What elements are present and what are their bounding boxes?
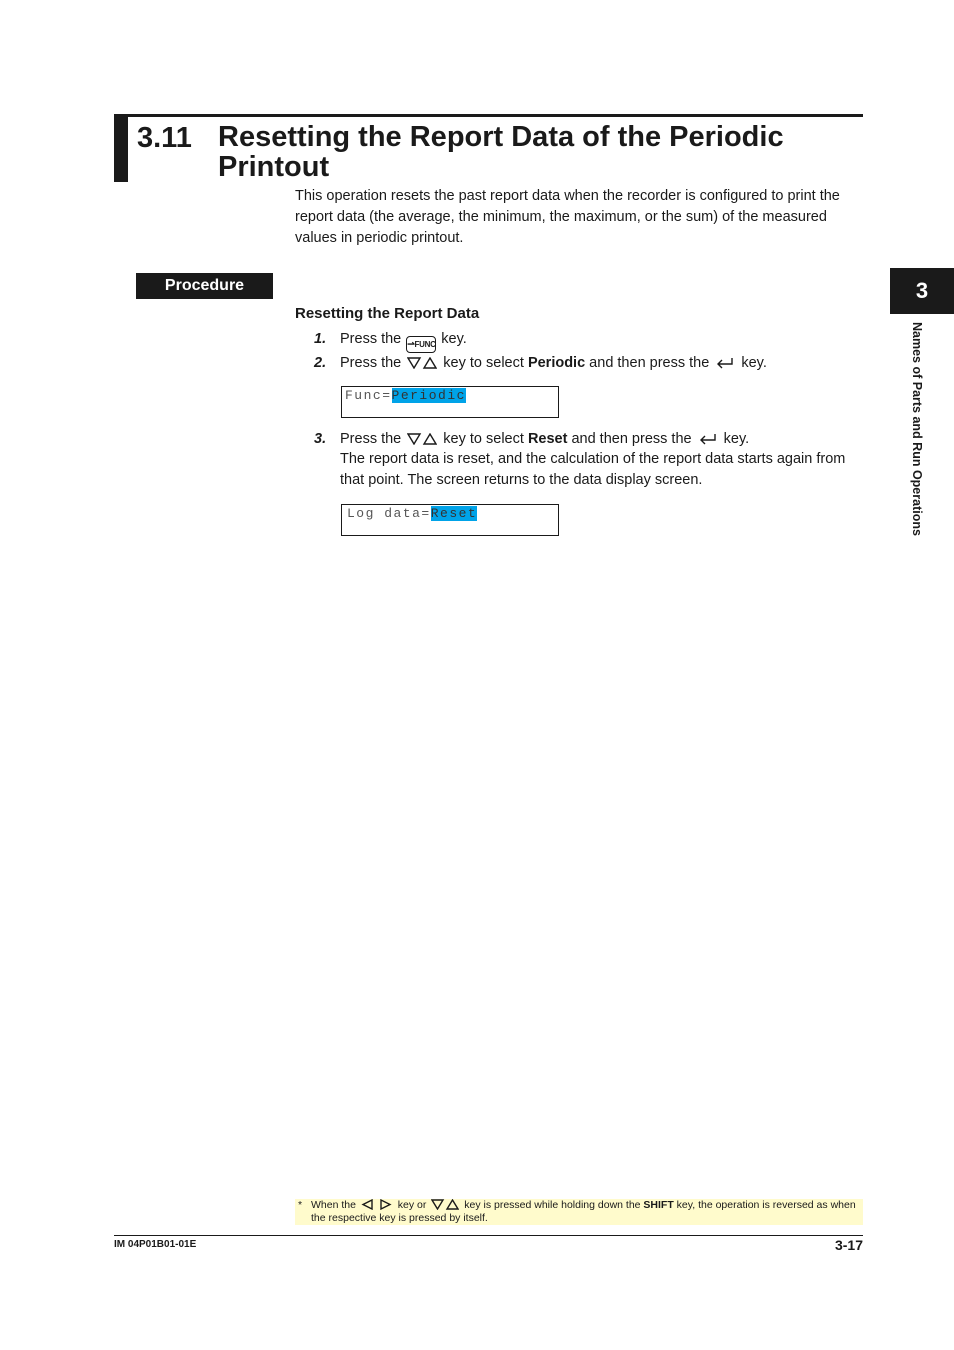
step-text-segment: and then press the [585,355,714,371]
footnote-segment: key is pressed while holding down the [461,1199,644,1211]
heading-rule [114,114,863,117]
step-text-segment: key to select [439,355,528,371]
func-key-label: FUNC [414,340,436,349]
step-text-segment: key to select [439,431,528,447]
step-number: 3. [314,431,327,447]
step-1-text [340,329,467,353]
intro-paragraph: This operation resets the past report data when the recorder is configured to print the report data (the average, the minimum, the maximum, or the sum) of the measured values in periodic printout. [295,188,840,246]
footnote-segment: key, the operation is reversed as when the respective key is pressed by itself. [311,1199,856,1224]
heading-bar [114,114,128,182]
step-number: 1. [314,331,327,347]
lcd-selected-value: Periodic [391,388,466,403]
step-text-segment: key. [719,431,750,447]
down-up-arrow-keys-icon [431,1199,459,1210]
lcd-prefix: Log data= [347,506,431,521]
procedure-label: Procedure [136,273,273,299]
func-key-icon: ⇀FUNC [406,336,436,353]
step-2-text [340,353,767,373]
step-text-segment: key. [737,355,767,371]
down-up-arrow-keys-icon [407,357,437,369]
page-number: 3-17 [834,1237,863,1253]
section-title: Resetting the Report Data of the Periodic Printout [218,121,784,183]
footnote-segment: key or [394,1199,430,1211]
step-bold-term: Periodic [527,355,586,371]
chapter-tab: 3 [890,268,954,314]
step-text-segment: key. [437,331,467,347]
footnote-bold-term: SHIFT [643,1199,674,1211]
step-3-text [340,429,749,449]
document-id: IM 04P01B01-01E [114,1239,197,1250]
footnote [295,1199,863,1225]
footnote-segment: When the [311,1199,359,1211]
footer-rule [114,1235,863,1236]
footnote-marker: * [298,1199,303,1211]
left-right-arrow-keys-icon [361,1199,393,1210]
enter-key-icon [698,433,718,445]
step-text-segment: and then press the [567,431,696,447]
section-number: 3.11 [137,122,192,154]
step-text-segment: Press the [340,431,406,447]
step-text-segment: Press the [340,331,406,347]
step-number: 2. [314,355,327,371]
lcd-prefix: Func= [345,388,392,403]
enter-key-icon [715,357,735,369]
chapter-side-label: Names of Parts and Run Operations [910,322,924,536]
step-text-segment: Press the [340,355,406,371]
lcd-selected-value: Reset [430,506,478,521]
down-up-arrow-keys-icon [407,433,437,445]
step-3-description: The report data is reset, and the calculation of the report data starts again from that point. The screen returns to the data display screen. [340,451,846,488]
lcd-display-func [341,386,559,418]
subheading: Resetting the Report Data [295,305,480,322]
step-bold-term: Reset [527,431,568,447]
footnote-text [311,1199,863,1225]
lcd-display-log [341,504,559,536]
